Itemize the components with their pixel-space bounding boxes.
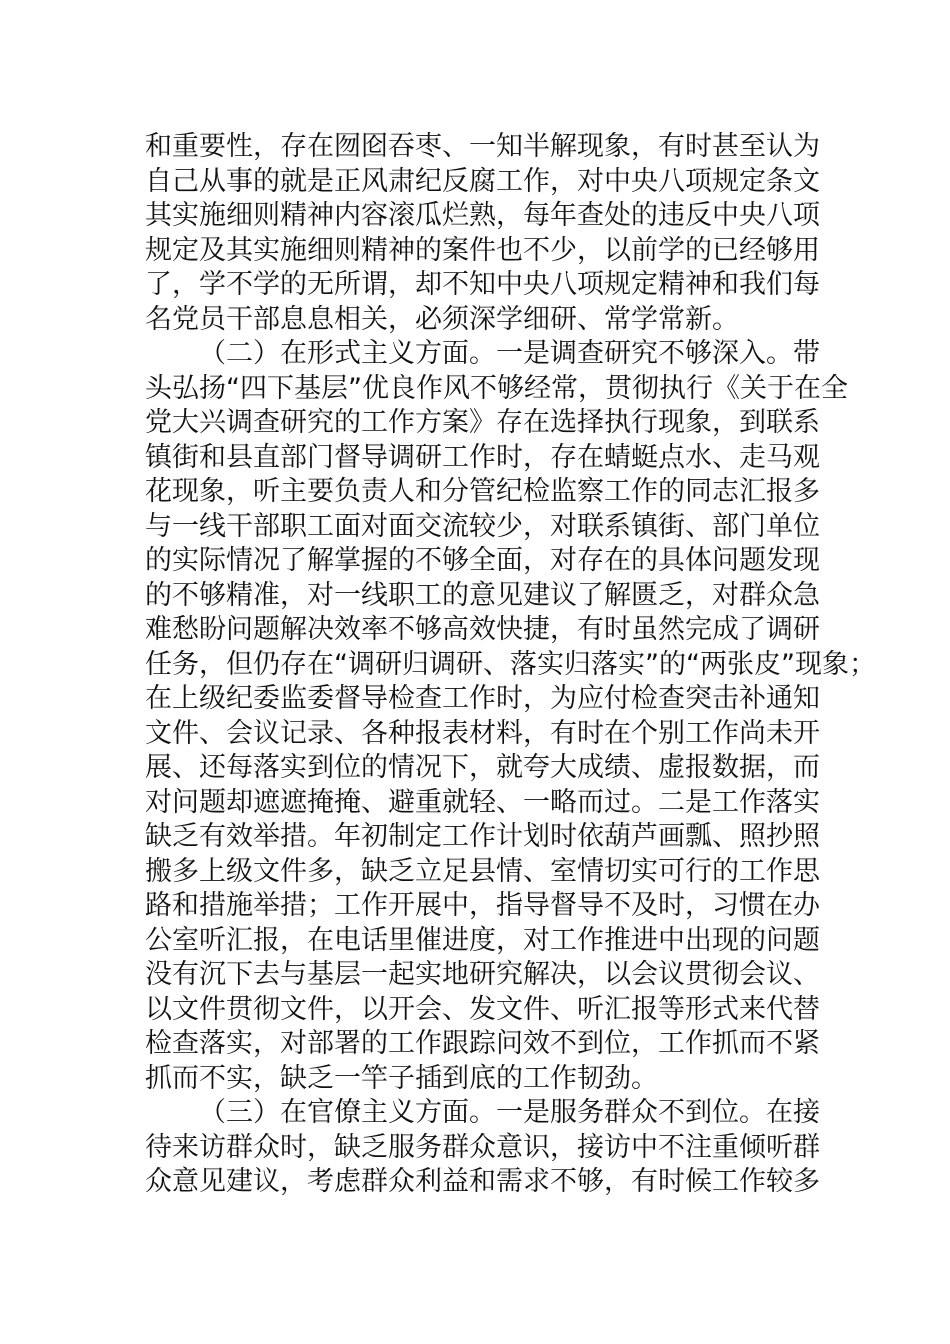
text-line: 镇街和县直部门督导调研工作时，存在蜻蜓点水、走马观 (145, 441, 820, 473)
text-line: 缺乏有效举措。年初制定工作计划时依葫芦画瓢、照抄照 (145, 821, 820, 852)
text-line: 搬多上级文件多，缺乏立足县情、室情切实可行的工作思 (145, 855, 820, 887)
text-line: 规定及其实施细则精神的案件也不少，以前学的已经够用 (145, 234, 820, 266)
text-line: 抓而不实，缺乏一竿子插到底的工作韧劲。 (145, 1062, 658, 1094)
text-line: 与一线干部职工面对面交流较少，对联系镇街、部门单位 (145, 510, 820, 542)
text-line: 众意见建议，考虑群众利益和需求不够，有时候工作较多 (145, 1166, 820, 1197)
text-line: 对问题却遮遮掩掩、避重就轻、一略而过。二是工作落实 (145, 786, 820, 818)
text-line: 没有沉下去与基层一起实地研究解决，以会议贯彻会议、 (145, 959, 820, 990)
text-line: 展、还每落实到位的情况下，就夸大成绩、虚报数据，而 (145, 752, 820, 783)
text-line: 自己从事的就是正风肃纪反腐工作，对中央八项规定条文 (145, 165, 820, 197)
document-body (145, 130, 876, 1200)
text-line: 的实际情况了解掌握的不够全面，对存在的具体问题发现 (145, 545, 820, 576)
text-line: 花现象，听主要负责人和分管纪检监察工作的同志汇报多 (145, 476, 820, 507)
text-line: 任务，但仍存在“调研归调研、落实归落实”的“两张皮”现象； (145, 648, 876, 680)
paragraph-start-line: （三）在官僚主义方面。一是服务群众不到位。在接 (199, 1097, 820, 1128)
text-line: 在上级纪委监委督导检查工作时，为应付检查突击补通知 (145, 683, 820, 714)
text-line: 的不够精准，对一线职工的意见建议了解匮乏，对群众急 (145, 579, 820, 611)
text-line: 难愁盼问题解决效率不够高效快捷，有时虽然完成了调研 (145, 614, 820, 645)
text-line: 待来访群众时，缺乏服务群众意识，接访中不注重倾听群 (145, 1131, 820, 1163)
text-line: 文件、会议记录、各种报表材料，有时在个别工作尚未开 (145, 717, 820, 749)
text-line: 路和措施举措；工作开展中，指导督导不及时，习惯在办 (145, 890, 820, 921)
text-line: 以文件贯彻文件，以开会、发文件、听汇报等形式来代替 (145, 993, 820, 1025)
paragraph-start-line: （二）在形式主义方面。一是调查研究不够深入。带 (199, 338, 820, 369)
text-line: 检查落实，对部署的工作跟踪问效不到位，工作抓而不紧 (145, 1028, 820, 1059)
text-line: 党大兴调查研究的工作方案》存在选择执行现象，到联系 (145, 407, 820, 438)
text-line: 头弘扬“四下基层”优良作风不够经常，贯彻执行《关于在全 (145, 372, 848, 404)
text-line: 其实施细则精神内容滚瓜烂熟，每年查处的违反中央八项 (145, 200, 820, 231)
text-line: 公室听汇报，在电话里催进度，对工作推进中出现的问题 (145, 924, 820, 956)
text-line: 名党员干部息息相关，必须深学细研、常学常新。 (145, 303, 739, 335)
text-line: 了，学不学的无所谓，却不知中央八项规定精神和我们每 (145, 269, 820, 300)
text-line: 和重要性，存在囫囵吞枣、一知半解现象，有时甚至认为 (145, 131, 820, 162)
